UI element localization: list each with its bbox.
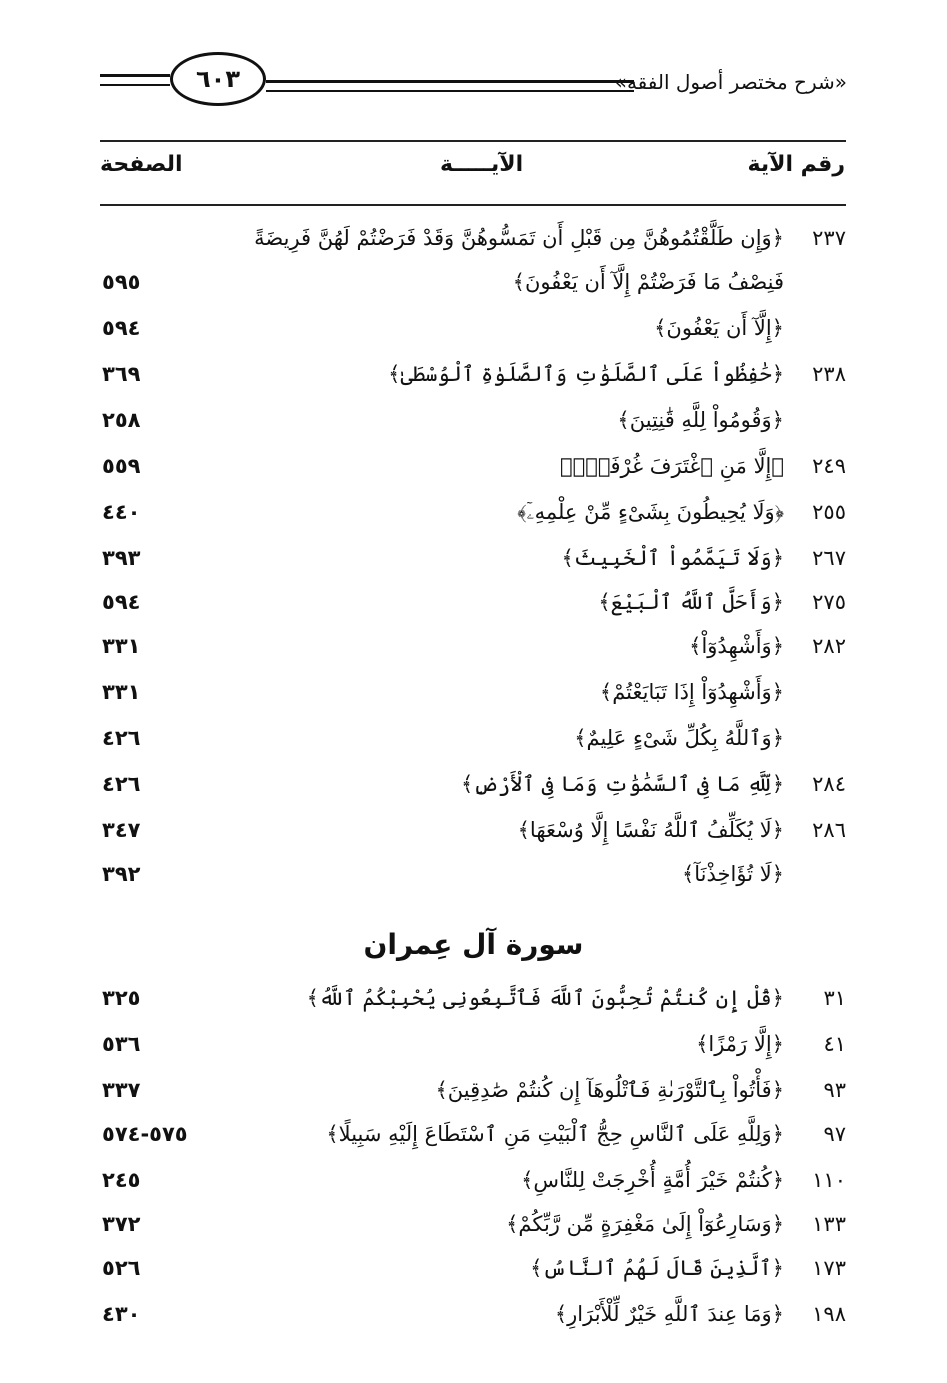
column-verse: الآيـــــة xyxy=(440,152,524,177)
verse-text: ﴿إِلَّا رَمْزًا﴾ xyxy=(696,1032,784,1056)
page-ref: ٣٣١ xyxy=(102,634,141,658)
verse-number: ٤١ xyxy=(823,1032,846,1056)
verse-number: ١٧٣ xyxy=(812,1256,846,1280)
verse-text: ﴿وَسَارِعُوٓاْ إِلَىٰ مَغْفِرَةٍ مِّن رَّبِّكُمْ﴾ xyxy=(506,1212,784,1236)
verse-number: ٢٨٢ xyxy=(812,634,846,658)
page-ref: ٣٩٢ xyxy=(102,862,141,886)
book-title: «شرح مختصر أصول الفقه» xyxy=(614,70,847,94)
verse-text: ﴿فَأْتُواْ بِٱلتَّوْرَىٰةِ فَٱتْلُوهَآ إِن كُنتُمْ صَٰدِقِينَ﴾ xyxy=(435,1078,784,1102)
verse-text: ﴿وَقُومُواْ لِلَّهِ قَٰنِتِينَ﴾ xyxy=(617,408,784,432)
verse-number: ٢٨٤ xyxy=(812,772,846,796)
page-ref: ٤٢٦ xyxy=(102,772,141,796)
page-ref: ٤٢٦ xyxy=(102,726,141,750)
page-ref: ٥٥٩ xyxy=(102,454,141,478)
page-ref: ٣٤٧ xyxy=(102,818,141,842)
verse-text: ﴿إِلَّا مَنِ ٱغْتَرَفَ غُرْفَةًۢ﴾ xyxy=(560,454,784,478)
header-rule-bottom xyxy=(100,84,170,86)
page-ref: ٢٥٨ xyxy=(102,408,141,432)
page-ref: ٣٢٥ xyxy=(102,986,141,1010)
verse-text: ﴿وَلِلَّهِ عَلَى ٱلنَّاسِ حِجُّ ٱلْبَيْتِ مَنِ ٱسْتَطَاعَ إِلَيْهِ سَبِيلًا﴾ xyxy=(326,1122,784,1146)
verse-number: ١٣٣ xyxy=(812,1212,846,1236)
page-ref: ٣٦٩ xyxy=(102,362,141,386)
verse-text: ﴿لِّلَّهِ مَا فِى ٱلسَّمَٰوَٰتِ وَمَا فِى ٱلْأَرْضِ﴾ xyxy=(460,772,784,796)
verse-text: ﴿وَإِن طَلَّقْتُمُوهُنَّ مِن قَبْلِ أَن تَمَسُّوهُنَّ وَقَدْ فَرَضْتُمْ لَهُنَّ فَرِيضَةً xyxy=(254,226,784,250)
page-ref: ٥٩٤ xyxy=(102,590,141,614)
divider-header xyxy=(100,204,846,206)
verse-number: ٣١ xyxy=(823,986,846,1010)
divider-top xyxy=(100,140,846,142)
page-ref: ٣٣٧ xyxy=(102,1078,141,1102)
header-rule-top xyxy=(100,74,170,77)
verse-number: ٢٥٥ xyxy=(812,500,846,524)
verse-text: ﴿قُلْ إِن كُنتُمْ تُحِبُّونَ ٱللَّهَ فَٱتَّبِعُونِى يُحْبِبْكُمُ ٱللَّهُ﴾ xyxy=(306,986,784,1010)
verse-text: ﴿وَلَا يُحِيطُونَ بِشَىْءٍ مِّنْ عِلْمِهِۦٓ﴾ xyxy=(517,500,784,524)
verse-number: ٩٣ xyxy=(823,1078,846,1102)
page-ref: ٥٢٦ xyxy=(102,1256,141,1280)
page-ref: ٣٧٢ xyxy=(102,1212,141,1236)
verse-number: ٢٧٥ xyxy=(812,590,846,614)
verse-text: ﴿إِلَّآ أَن يَعْفُونَ﴾ xyxy=(654,316,784,340)
verse-text: فَنِصْفُ مَا فَرَضْتُمْ إِلَّآ أَن يَعْفُونَ﴾ xyxy=(512,270,784,294)
verse-number: ١١٠ xyxy=(812,1168,846,1192)
verse-text: ﴿لَا يُكَلِّفُ ٱللَّهُ نَفْسًا إِلَّا وُسْعَهَا﴾ xyxy=(517,818,784,842)
verse-number: ٢٣٧ xyxy=(812,226,846,250)
verse-text: ﴿وَمَا عِندَ ٱللَّهِ خَيْرٌ لِّلْأَبْرَارِ﴾ xyxy=(554,1302,784,1326)
column-page: الصفحة xyxy=(100,152,183,177)
page-ref: ٢٤٥ xyxy=(102,1168,141,1192)
page-ref: ٤٤٠ xyxy=(102,500,141,524)
verse-text: ﴿حَٰفِظُواْ عَلَى ٱلصَّلَوَٰتِ وَٱلصَّلَوٰةِ ٱلْوُسْطَىٰ﴾ xyxy=(388,362,784,386)
verse-number: ٢٣٨ xyxy=(812,362,846,386)
page-ref: ٥٧٥-٥٧٤ xyxy=(102,1122,188,1146)
header-rule-bottom-right xyxy=(266,90,634,92)
verse-number: ٢٦٧ xyxy=(812,546,846,570)
header-rule-top-right xyxy=(266,80,634,83)
column-verse-number: رقم الآية xyxy=(747,152,845,177)
page-ref: ٥٩٥ xyxy=(102,270,141,294)
page-ref: ٣٩٣ xyxy=(102,546,141,570)
page-ref: ٣٣١ xyxy=(102,680,141,704)
verse-text: ﴿ٱلَّذِينَ قَالَ لَهُمُ ٱلنَّاسُ﴾ xyxy=(530,1256,784,1280)
verse-number: ٢٨٦ xyxy=(812,818,846,842)
verse-text: ﴿وَٱللَّهُ بِكُلِّ شَىْءٍ عَلِيمٌ﴾ xyxy=(574,726,784,750)
verse-text: ﴿وَأَشْهِدُوٓاْ﴾ xyxy=(689,634,784,658)
verse-text: ﴿وَلَا تَيَمَّمُواْ ٱلْخَبِيثَ﴾ xyxy=(561,546,784,570)
page-ref: ٥٩٤ xyxy=(102,316,141,340)
verse-text: ﴿لَا تُؤَاخِذْنَآ﴾ xyxy=(681,862,784,886)
verse-number: ٢٤٩ xyxy=(812,454,846,478)
verse-number: ١٩٨ xyxy=(812,1302,846,1326)
verse-text: ﴿وَأَحَلَّ ٱللَّهُ ٱلْبَيْعَ﴾ xyxy=(598,590,784,614)
verse-text: ﴿كُنتُمْ خَيْرَ أُمَّةٍ أُخْرِجَتْ لِلنَّاسِ﴾ xyxy=(521,1168,784,1192)
page-ref: ٤٣٠ xyxy=(102,1302,141,1326)
page-number: ٦٠٣ xyxy=(170,52,266,106)
verse-text: ﴿وَأَشْهِدُوٓاْ إِذَا تَبَايَعْتُمْ﴾ xyxy=(599,680,784,704)
surah-title: سورة آل عِمران xyxy=(363,928,584,961)
verse-number: ٩٧ xyxy=(823,1122,846,1146)
page-ref: ٥٣٦ xyxy=(102,1032,141,1056)
